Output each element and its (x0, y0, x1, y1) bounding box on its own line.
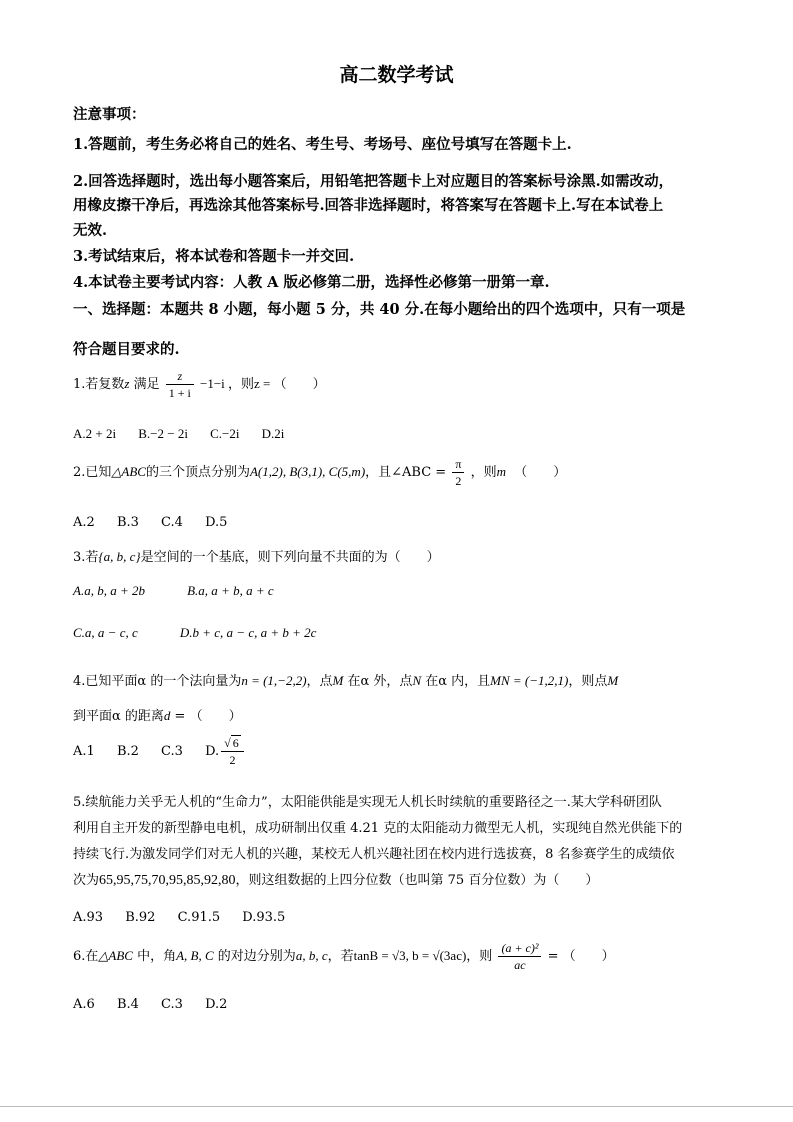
option-b[interactable]: B.4 (116, 997, 139, 1012)
notice-item-3: 3.考试结束后，将本试卷和答题卡一并交回. (73, 248, 355, 265)
question-4-stem: 4.已知平面α 的一个法向量为n = (1,−2,2)，点M 在α 外，点N 在α 内，且MN = (−1,2,1)，则点M (73, 673, 619, 689)
exam-title: 高二数学考试 (339, 64, 454, 86)
notice-item-2-cont: 用橡皮擦干净后，再选涂其他答案标号.回答非选择题时，将答案写在答题卡上.写在本试卷上 (73, 197, 664, 214)
notice-item-2-end: 无效. (73, 222, 108, 239)
option-a[interactable]: A.2 + 2i (73, 426, 117, 441)
question-4-stem-cont: 到平面α 的距离d = （ ） (73, 708, 242, 724)
question-2-stem: 2.已知△ABC的三个顶点分别为A(1,2), B(3,1), C(5,m)，且∠ABC = $\frac{\pi}{2}$ ，则m （ ） (73, 457, 567, 488)
option-c[interactable]: C.3 (161, 997, 183, 1012)
fraction: $\frac{\text{(a + c)²}}{ac}$ (498, 940, 541, 973)
notice-item-4: 4.本试卷主要考试内容：人教 A 版必修第二册，选择性必修第一册第一章. (73, 274, 550, 291)
question-3-options-row-1 (73, 583, 292, 599)
option-a[interactable]: A.6 (73, 997, 95, 1012)
question-6-stem: 6.在△ABC 中，角A, B, C 的对边分别为a, b, c，若tanB = √3, b = √(3ac)，则 $\frac{\text{(a + c)²}}{ac}$ = （ ） (73, 941, 615, 972)
question-2-options (73, 515, 245, 530)
section-heading: 一、选择题：本题共 8 小题，每小题 5 分，共 40 分.在每小题给出的四个选项中，只有一项是 (73, 301, 686, 318)
option-d[interactable]: D.93.5 (242, 910, 286, 925)
notice-item-1: 1.答题前，考生务必将自己的姓名、考生号、考场号、座位号填写在答题卡上. (73, 136, 572, 153)
page-bottom-divider (0, 1106, 793, 1107)
option-d[interactable]: D.2 (205, 997, 228, 1012)
notice-heading: 注意事项： (73, 106, 146, 123)
option-b[interactable]: B.3 (116, 515, 139, 530)
option-c[interactable]: C.4 (161, 515, 183, 530)
option-d[interactable]: D.5 (205, 515, 228, 530)
fraction: $\frac{z}{1 + i}$ (166, 368, 194, 401)
option-d[interactable]: D. $\frac{√ 6}{2}$ (205, 735, 246, 768)
option-c[interactable]: C.3 (161, 744, 183, 759)
option-b[interactable]: B.92 (125, 910, 156, 925)
question-5-line-3: 持续飞行.为激发同学们对无人机的兴趣，某校无人机兴趣社团在校内进行选拔赛，8 名参赛学生的成绩依 (73, 847, 675, 862)
option-c[interactable]: C.−2i (210, 426, 240, 441)
section-heading-cont: 符合题目要求的. (73, 341, 180, 358)
question-4-options (73, 735, 264, 768)
question-1-stem: 1.若复数z 满足 $\frac{z}{1 + i}$ −1−i ，则z = （ ） (73, 369, 326, 400)
question-5-line-4: 次为65,95,75,70,95,85,92,80，则这组数据的上四分位数（也叫第 75 百分位数）为（ ） (73, 873, 599, 888)
option-c[interactable]: C.91.5 (177, 910, 221, 925)
question-5-line-2: 利用自主开发的新型静电电机，成功研制出仅重 4.21 克的太阳能动力微型无人机，实现纯自然光供能下的 (73, 821, 683, 836)
question-1-options (73, 426, 302, 442)
option-c[interactable]: C.a, a − c, c (73, 625, 138, 640)
option-d[interactable]: D.2i (261, 426, 285, 441)
option-a[interactable]: A.93 (73, 910, 104, 925)
option-a[interactable]: A.a, b, a + 2b (73, 583, 145, 598)
question-5-options (73, 910, 303, 925)
question-3-stem: 3.若{a, b, c}是空间的一个基底，则下列向量不共面的为（ ） (73, 549, 440, 565)
option-b[interactable]: B.2 (116, 744, 139, 759)
option-b[interactable]: B.−2 − 2i (138, 426, 188, 441)
question-6-options (73, 997, 245, 1012)
notice-item-2: 2.回答选择题时，选出每小题答案后，用铅笔把答题卡上对应题目的答案标号涂黑.如需改动， (73, 173, 674, 190)
option-a[interactable]: A.2 (73, 515, 95, 530)
option-b[interactable]: B.a, a + b, a + c (187, 583, 274, 598)
question-5-line-1: 5.续航能力关乎无人机的“生命力”，太阳能供能是实现无人机长时续航的重要路径之一.某大学科研团队 (73, 795, 662, 810)
question-3-options-row-2 (73, 625, 334, 641)
option-a[interactable]: A.1 (73, 744, 95, 759)
option-d[interactable]: D.b + c, a − c, a + b + 2c (179, 625, 317, 640)
fraction: $\frac{\pi}{2}$ (452, 456, 464, 489)
